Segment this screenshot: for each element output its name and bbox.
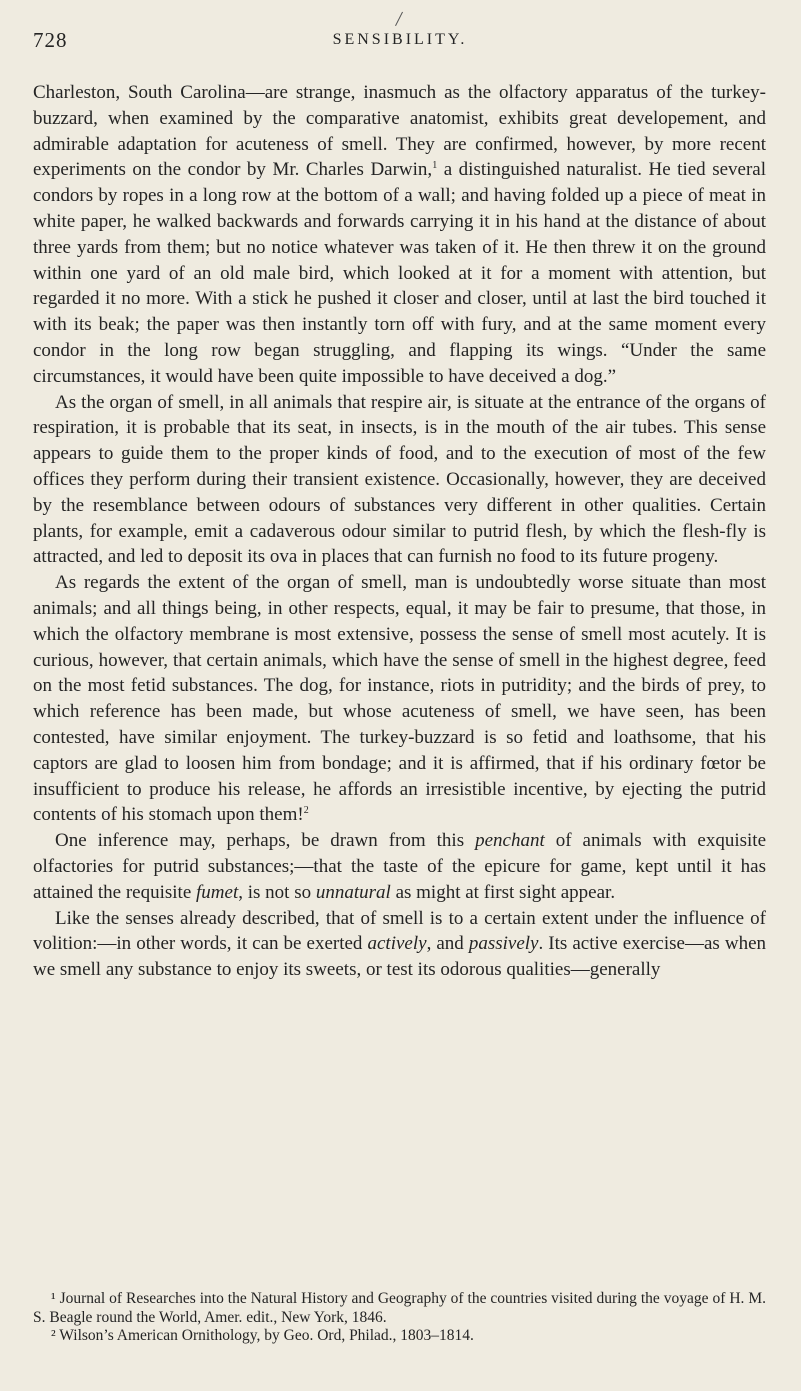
text-run: ¹: [51, 1290, 56, 1307]
italic-text: penchant: [475, 830, 545, 852]
italic-text: passively: [468, 933, 539, 955]
footnote: [33, 1327, 766, 1346]
text-run: as might at first sight appear.: [390, 881, 616, 903]
text-run: Wilson’s American Ornithology, by Geo. Ord, Philad., 1803–1814.: [55, 1327, 474, 1344]
italic-text: actively: [367, 933, 427, 955]
text-run: , is not so: [238, 881, 316, 903]
paragraph: [33, 390, 766, 571]
italic-text: unnatural: [315, 881, 391, 903]
italic-text: fumet: [196, 881, 239, 903]
text-run: Journal of Researches into the Natural History and Geography of the countries visited during the voyage of H. M. S. Beagle round the World, Amer. edit., New York, 1846.: [33, 1290, 766, 1326]
text-run: of animals with exquisite olfactories for putrid substances;—that the taste of the epicure for game, kept until it has attained the requisite: [33, 830, 766, 903]
text-run: One inference may, perhaps, be drawn from this: [55, 830, 476, 852]
text-run: Like the senses already described, that of smell is to a certain extent under the influence of volition:—in other words, it can be exerted: [33, 907, 766, 955]
footnote-ref: 1: [432, 160, 438, 172]
text-run: , and: [426, 933, 469, 955]
paragraph: [33, 828, 766, 905]
body-text: [33, 80, 766, 983]
footnotes: [33, 1290, 766, 1346]
footnote-ref: 2: [303, 805, 309, 817]
text-run: As regards the extent of the organ of smell, man is undoubtedly worse situate than most animals; and all things being, in other respects, equal, it may be fair to presume, that those, in which the olfactory membrane is most extensive, possess the sense of smell most acutely. It is curious, however, that certain animals, which have the sense of smell in the highest degree, feed on the most fetid substances. The dog, for instance, riots in putridity; and the birds of prey, to which reference has been made, but whose acuteness of smell, we have seen, has been contested, have similar enjoyment. The turkey-buzzard is so fetid and loathsome, that his captors are glad to loosen him from bondage; and it is affirmed, that if his ordinary fœtor be insufficient to produce his release, he affords an irresistible incentive, by ejecting the putrid contents of his stomach upon them!: [33, 572, 766, 826]
text-run: . Its active exercise—as when we smell any substance to enjoy its sweets, or test its odorous qualities—generally: [33, 933, 766, 981]
page-number: 728: [33, 28, 68, 52]
pencil-mark: /: [394, 5, 404, 32]
paragraph: [33, 80, 766, 390]
text-run: ²: [51, 1327, 56, 1344]
paragraph: [33, 570, 766, 828]
paragraph: [33, 906, 766, 983]
text-run: Charleston, South Carolina—are strange, inasmuch as the olfactory apparatus of the turkey-buzzard, when examined by the comparative anatomist, exhibits great developement, and admirable adaptation for acuteness of smell. They are confirmed, however, by more recent experiments on the condor by Mr. Charles Darwin,: [33, 82, 766, 181]
footnote: [33, 1290, 766, 1327]
text-run: a distinguished naturalist. He tied several condors by ropes in a long row at the bottom of a wall; and having folded up a piece of meat in white paper, he walked backwards and forwards carrying it in his hand at the distance of about three yards from them; but no notice whatever was taken of it. He then threw it on the ground within one yard of an old male bird, which looked at it for a moment with attention, but regarded it no more. With a stick he pushed it closer and closer, until at last the bird touched it with its beak; the paper was then instantly torn off with fury, and at the same moment every condor in the long row began struggling, and flapping its wings. “Under the same circumstances, it would have been quite impossible to have deceived a dog.”: [33, 159, 766, 387]
page-header: [33, 28, 767, 56]
running-title: SENSIBILITY.: [332, 31, 468, 48]
text-run: As the organ of smell, in all animals that respire air, is situate at the entrance of the organs of respiration, it is probable that its seat, in insects, is in the mouth of the air tubes. This sense appears to guide them to the proper kinds of food, and to the execution of most of the few offices they perform during their transient existence. Occasionally, however, they are deceived by the resemblance between odours of substances very different in other qualities. Certain plants, for example, emit a cadaverous odour similar to putrid flesh, by which the flesh-fly is attracted, and led to deposit its ova in places that can furnish no food to its future progeny.: [33, 391, 766, 568]
